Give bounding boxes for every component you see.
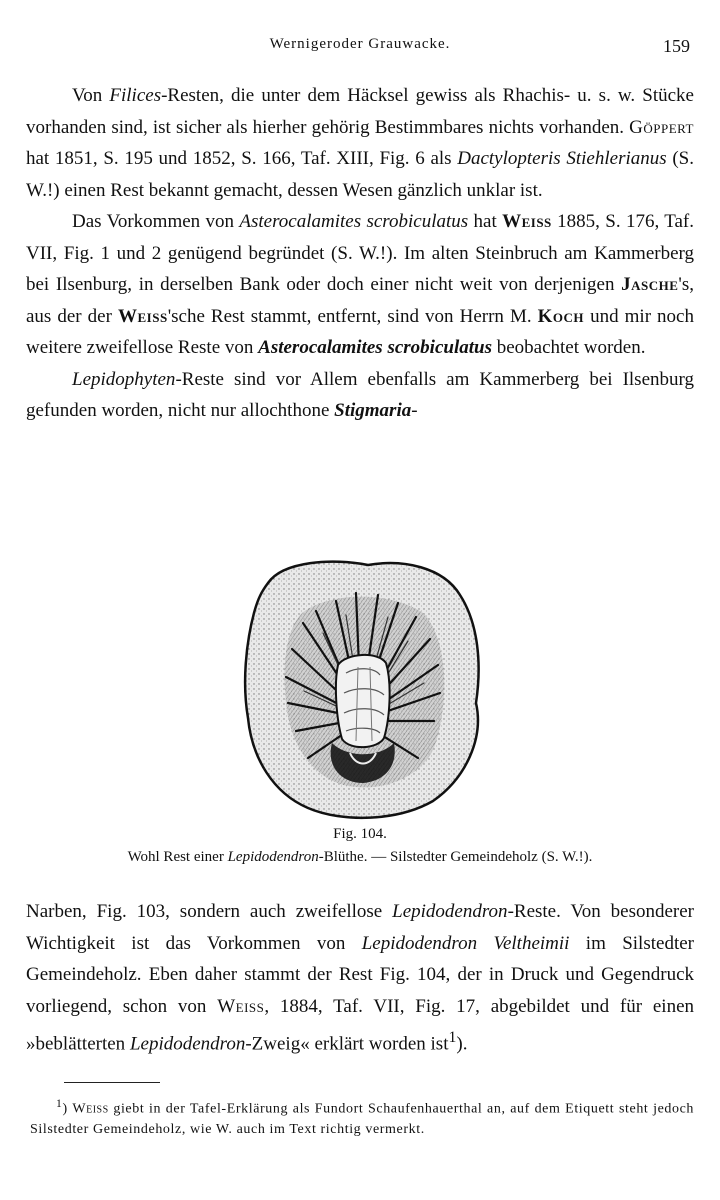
author-name: Koch [537,305,585,327]
taxon-name: Lepidodendron [392,901,508,922]
text-run: , 1884, Taf. VII, Fig. 17, abgebildet und für einen »beblätterten [26,995,694,1055]
figure-label: Fig. 104. [333,826,387,842]
text-run: Von [72,85,110,106]
page-number: 159 [663,36,690,56]
page-header [0,36,720,58]
footnote-divider [64,1082,160,1083]
taxon-name: Dactylopteris Stiehlerianus [457,148,667,169]
paragraph-asterocalamites [26,206,694,364]
fossil-figure [238,553,488,825]
body-text-top [26,80,694,427]
text-run: (S. W.!) einen Rest bekannt gemacht, dessen Wesen gänzlich unklar ist. [26,148,694,201]
text-run: hat [468,211,503,232]
footnote-number: 1 [56,1097,63,1110]
text-run: 'sche Rest stammt, entfernt, sind von Herrn M. [167,305,538,327]
text-run: 's, aus der der [26,274,694,327]
paragraph-narben [26,896,694,1060]
footnote-marker: 1 [448,1029,457,1046]
paragraph-lepidophyten [26,364,694,427]
caption-text: -Blüthe. — Silstedter Gemeindeholz (S. W.!). [318,849,593,865]
paragraph-filices [26,80,694,206]
footnote-text: ) [62,1101,73,1117]
text-run: Narben, Fig. 103, sondern auch zweifellose [26,901,393,922]
author-name: Weiss [217,995,265,1017]
author-name: Weiss [117,305,168,327]
text-run: und mir noch weitere zweifellose Reste von [26,305,694,358]
taxon-name: Lepidodendron [227,849,319,865]
lepidodendron-fossil-illustration [238,553,488,825]
text-run: hat 1851, S. 195 und 1852, S. 166, Taf. XIII, Fig. 6 als [26,148,458,169]
taxon-name: Asterocalamites scrobiculatus [239,211,469,232]
text-run: -Reste sind vor Allem ebenfalls am Kammerberg bei Ilsenburg gefunden worden, nicht nur allochthone [26,368,694,421]
author-name: Weiss [502,211,552,232]
footnote [30,1094,694,1141]
taxon-name: Filices [109,85,162,106]
figure-caption [0,849,720,866]
text-run: 1885, S. 176, Taf. VII, Fig. 1 und 2 genügend begründet (S. W.!). Im alten Steinbruch am Kammerberg bei Ilsenburg, in derselben Bank oder doch einer nicht weit von derjenigen [26,211,695,295]
author-name: Weiss [72,1101,109,1117]
text-run: ). [456,1033,468,1055]
running-title: Wernigeroder Grauwacke. [269,36,451,52]
caption-text: Wohl Rest einer [127,849,228,865]
text-run: im Silstedter Gemeindeholz. Eben daher stammt der Rest Fig. 104, der in Druck und Gegendruck vorliegend, schon von [26,932,694,1017]
author-name: Göppert [629,116,694,138]
body-text-bottom [26,896,694,1060]
text-run: -Reste. Von besonderer Wichtigkeit ist das Vorkommen von [26,901,694,954]
author-name: Jasche [621,274,679,295]
footnote-text: giebt in der Tafel-Erklärung als Fundort Schaufenhauerthal an, auf dem Etiquett steht jedoch Silstedter Gemeindeholz, wie W. auch im Text richtig vermerkt. [30,1101,694,1138]
text-run: -Zweig« erklärt worden ist [245,1033,449,1055]
taxon-name: Lepidophyten [72,368,176,390]
taxon-name: Lepidodendron Veltheimii [361,932,570,954]
text-run: beobachtet worden. [491,337,646,358]
taxon-name: Stigmaria [334,400,412,421]
text-run: -Resten, die unter dem Häcksel gewiss als Rhachis- u. s. w. Stücke vorhanden sind, ist sicher als hierher gehörig Bestimmbares nichts vorhanden. [26,85,694,138]
text-run: Das Vorkommen von [72,211,240,232]
text-run: - [411,400,418,421]
taxon-name: Asterocalamites scrobiculatus [258,337,492,358]
taxon-name: Lepidodendron [129,1033,246,1055]
